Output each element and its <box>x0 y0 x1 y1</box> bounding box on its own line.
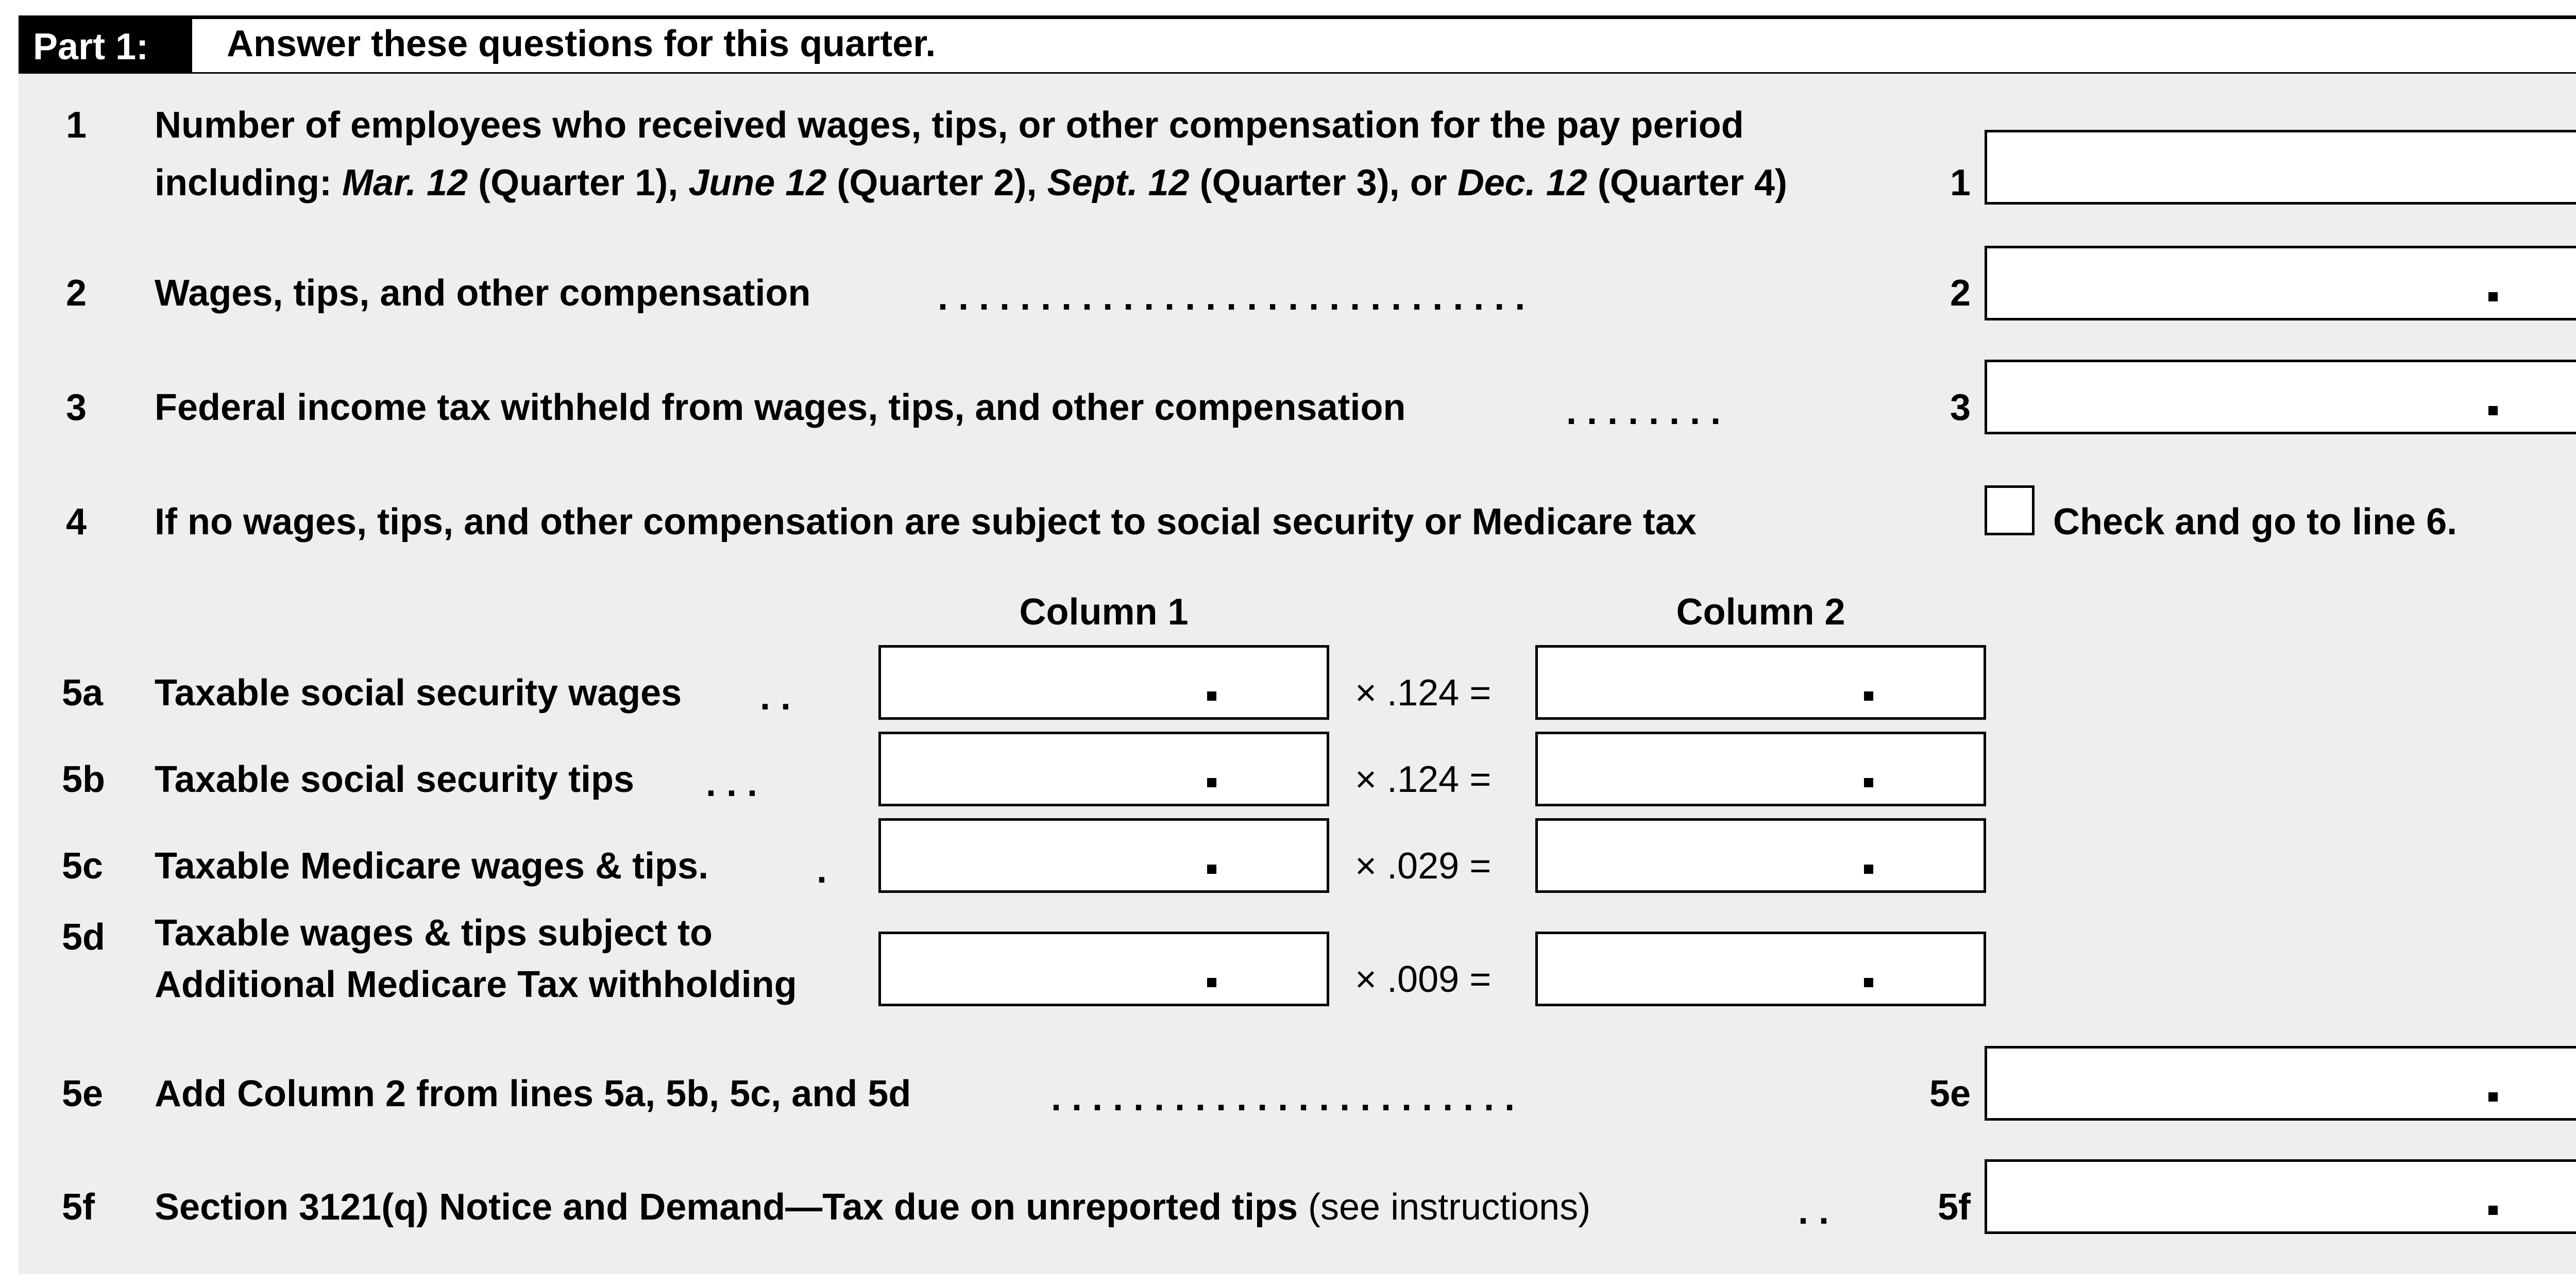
line-5f-text: Section 3121(q) Notice and Demand—Tax due on unreported tips (see instructions) <box>155 1187 1591 1228</box>
line-5f-ref: 5f <box>1937 1187 1971 1228</box>
line-5c-column-1-input[interactable] <box>878 818 1329 893</box>
line-5c-text: Taxable Medicare wages & tips. <box>155 846 709 887</box>
line-2-input[interactable] <box>1985 246 2576 320</box>
line-5e-leader: . . . . . . . . . . . . . . . . . . . . . . . <box>1051 1077 1515 1119</box>
line-3-input[interactable] <box>1985 360 2576 434</box>
line-5e-number: 5e <box>62 1073 104 1114</box>
line-5f-number: 5f <box>62 1187 95 1228</box>
column-1-header: Column 1 <box>1019 591 1189 633</box>
line-5c-rate: × .029 = <box>1355 846 1492 887</box>
line-4-text: If no wages, tips, and other compensation are subject to social security or Medicare tax <box>155 501 1697 543</box>
decimal-marker <box>2488 1092 2498 1102</box>
line-5e-text: Add Column 2 from lines 5a, 5b, 5c, and 5d <box>155 1073 911 1114</box>
decimal-marker <box>2488 406 2498 415</box>
line-5b-text: Taxable social security tips <box>155 759 635 800</box>
decimal-marker <box>1864 865 1873 874</box>
line-5a-rate: × .124 = <box>1355 672 1492 714</box>
line-1-number: 1 <box>66 105 87 146</box>
line-4-number: 4 <box>66 501 87 543</box>
column-2-header: Column 2 <box>1676 591 1845 633</box>
line-5a-number: 5a <box>62 672 104 714</box>
line-3-number: 3 <box>66 387 87 428</box>
line-5b-column-2-input[interactable] <box>1535 732 1986 806</box>
line-5a-column-2-input[interactable] <box>1535 645 1986 720</box>
decimal-marker <box>1207 691 1216 701</box>
line-1-input[interactable] <box>1985 130 2576 205</box>
line-5d-text-a: Taxable wages & tips subject to <box>155 912 713 954</box>
line-4-checkbox[interactable] <box>1985 485 2035 535</box>
line-5b-rate: × .124 = <box>1355 759 1492 800</box>
line-5c-number: 5c <box>62 846 104 887</box>
line-5e-ref: 5e <box>1929 1073 1971 1114</box>
line-1-text-a: Number of employees who received wages, tips, or other compensation for the pay period <box>155 105 1744 146</box>
line-2-leader: . . . . . . . . . . . . . . . . . . . . . . . . . . . . . <box>938 277 1526 318</box>
decimal-marker <box>1864 691 1873 701</box>
decimal-marker <box>1207 978 1216 987</box>
decimal-marker <box>2488 1206 2498 1215</box>
line-3-ref: 3 <box>1950 387 1971 428</box>
line-5a-text: Taxable social security wages <box>155 672 682 714</box>
decimal-marker <box>2488 292 2498 301</box>
line-5d-rate: × .009 = <box>1355 959 1492 1000</box>
decimal-marker <box>1207 865 1216 874</box>
line-3-text: Federal income tax withheld from wages, tips, and other compensation <box>155 387 1406 428</box>
line-5f-input[interactable] <box>1985 1159 2576 1234</box>
line-5d-column-1-input[interactable] <box>878 932 1329 1006</box>
line-5c-leader: . <box>817 850 827 891</box>
line-5c-column-2-input[interactable] <box>1535 818 1986 893</box>
line-5a-column-1-input[interactable] <box>878 645 1329 720</box>
line-5d-column-2-input[interactable] <box>1535 932 1986 1006</box>
line-5f-leader: . . <box>1798 1191 1829 1232</box>
line-5a-leader: . . <box>760 677 791 718</box>
line-3-leader: . . . . . . . . <box>1566 391 1721 432</box>
line-1-text-b: including: Mar. 12 (Quarter 1), June 12 (Quarter 2), Sept. 12 (Quarter 3), or Dec. 12 (Quarter 4) <box>155 162 1787 204</box>
line-5b-number: 5b <box>62 759 106 800</box>
top-rule <box>19 15 2576 19</box>
part-label: Part 1: <box>33 26 149 67</box>
line-1-ref: 1 <box>1950 162 1971 204</box>
decimal-marker <box>1864 978 1873 987</box>
line-5b-column-1-input[interactable] <box>878 732 1329 806</box>
line-4-check-label: Check and go to line 6. <box>2053 501 2458 543</box>
line-5e-input[interactable] <box>1985 1046 2576 1121</box>
line-5d-number: 5d <box>62 917 106 958</box>
decimal-marker <box>1864 778 1873 787</box>
line-5d-text-b: Additional Medicare Tax withholding <box>155 964 797 1005</box>
line-5b-leader: . . . <box>706 763 758 804</box>
decimal-marker <box>1207 778 1216 787</box>
line-2-text: Wages, tips, and other compensation <box>155 273 811 314</box>
part-title: Answer these questions for this quarter. <box>227 23 936 64</box>
line-2-ref: 2 <box>1950 273 1971 314</box>
line-2-number: 2 <box>66 273 87 314</box>
